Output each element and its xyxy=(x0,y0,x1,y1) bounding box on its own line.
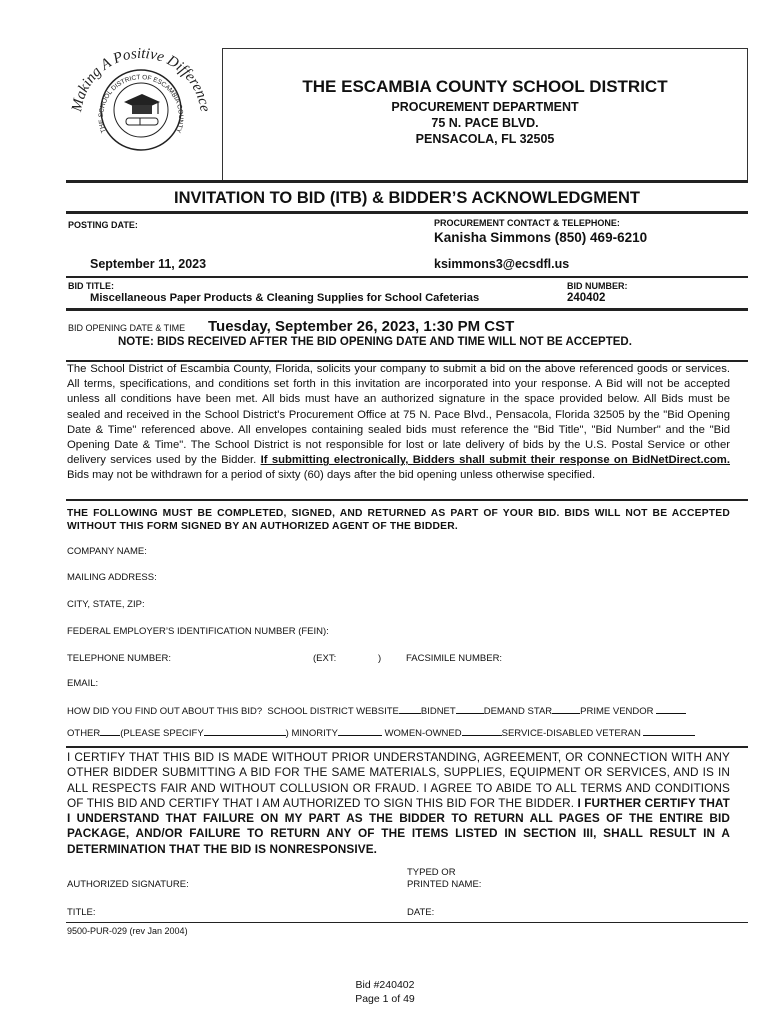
footer-page-number: Page 1 of 49 xyxy=(355,993,415,1005)
bid-source-row-2 xyxy=(67,725,695,739)
source-option-other: OTHER xyxy=(67,728,101,739)
posting-date-value: September 11, 2023 xyxy=(90,257,207,271)
bid-title-label: BID TITLE: xyxy=(68,281,114,291)
form-code: 9500-PUR-029 (rev Jan 2004) xyxy=(67,926,188,936)
contact-label: PROCUREMENT CONTACT & TELEPHONE: xyxy=(434,218,620,228)
extension-close: ) xyxy=(378,653,382,664)
intro-paragraph xyxy=(67,362,730,484)
website-blank[interactable] xyxy=(399,703,421,714)
bid-source-question: HOW DID YOU FIND OUT ABOUT THIS BID? xyxy=(67,706,263,717)
women-owned-option: WOMEN-OWNED xyxy=(384,728,462,739)
company-name-label: COMPANY NAME: xyxy=(67,546,147,557)
city-state-zip-label: CITY, STATE, ZIP: xyxy=(67,599,145,610)
veteran-blank[interactable] xyxy=(643,725,695,736)
divider xyxy=(66,746,748,748)
authorized-signature-label: AUTHORIZED SIGNATURE: xyxy=(67,879,189,890)
women-owned-blank[interactable] xyxy=(462,725,502,736)
street-address: 75 N. PACE BLVD. xyxy=(431,116,539,130)
source-option-demandstar: DEMAND STAR xyxy=(483,706,553,717)
seal-motto: Making A Positive Difference xyxy=(69,45,213,113)
city-address: PENSACOLA, FL 32505 xyxy=(415,132,555,146)
divider xyxy=(66,276,748,278)
title-label: TITLE: xyxy=(67,907,96,918)
extension-label: (EXT: xyxy=(313,653,337,664)
mailing-address-label: MAILING ADDRESS: xyxy=(67,572,157,583)
prime-vendor-blank[interactable] xyxy=(656,703,686,714)
divider xyxy=(66,499,748,501)
late-bid-note: NOTE: BIDS RECEIVED AFTER THE BID OPENING DATE AND TIME WILL NOT BE ACCEPTED. xyxy=(118,336,632,348)
bidnet-blank[interactable] xyxy=(456,703,484,714)
intro-text: The School District of Escambia County, Florida, solicits your company to submit a bid on the above referenced goods or services. All terms, specifications, and conditions set forth in this invitation are incorporated into your response. A Bid will not be accepted unless all conditions have been met. All bids must have an authorized signature in the space provided below. All Bids must be sealed and received in the School District's Procurement Office at 75 N. Pace Blvd., Pensacola, Florida 32505 by the "Bid Opening Date & Time" referenced above. All envelopes containing sealed bids must reference the "Bid Title", "Bid Number" and the "Bid Opening Date & Time". The School District is not responsible for lost or late delivery of bids by the U.S. Postal Service or other delivery services used by the Bidder. xyxy=(67,363,730,467)
bid-number-label: BID NUMBER: xyxy=(567,281,628,291)
contact-name-phone: Kanisha Simmons (850) 469-6210 xyxy=(434,230,648,245)
telephone-label: TELEPHONE NUMBER: xyxy=(67,653,171,664)
facsimile-label: FACSIMILE NUMBER: xyxy=(406,653,503,664)
divider xyxy=(66,922,748,923)
bid-source-row xyxy=(67,703,686,717)
certification-bold-text: I FURTHER CERTIFY THAT I UNDERSTAND THAT FAILURE ON MY PART AS THE BIDDER TO RETURN ALL PAGES OF THE ENTIRE BID PACKAGE, AND/OR FAILURE TO RETURN ANY OF THE ITEMS LISTED IN SECTION III, SHALL RESULT IN A DETERMINATION THAT THE BID IS NONRESPONSIVE. xyxy=(67,795,730,856)
opening-value: Tuesday, September 26, 2023, 1:30 PM CST xyxy=(208,318,515,335)
district-header xyxy=(222,48,748,182)
minority-option: ) MINORITY xyxy=(285,728,338,739)
typed-name-label-1: TYPED OR xyxy=(407,867,456,878)
certification-statement xyxy=(67,750,730,857)
seal-ring-text: THE SCHOOL DISTRICT OF ESCAMBIA COUNTY xyxy=(97,74,185,134)
district-name: THE ESCAMBIA COUNTY SCHOOL DISTRICT xyxy=(302,77,668,96)
posting-date-label: POSTING DATE: xyxy=(68,220,138,230)
demandstar-blank[interactable] xyxy=(552,703,580,714)
source-option-bidnet: BIDNET xyxy=(420,706,456,717)
completion-instruction: THE FOLLOWING MUST BE COMPLETED, SIGNED, AND RETURNED AS PART OF YOUR BID. BIDS WILL NOT BE ACCEPTED WITHOUT THIS FORM SIGNED BY AN AUTHORIZED AGENT OF THE BIDDER. xyxy=(67,508,730,532)
opening-label: BID OPENING DATE & TIME xyxy=(68,323,186,333)
district-seal xyxy=(66,44,216,174)
date-label: DATE: xyxy=(407,907,435,918)
other-blank[interactable] xyxy=(100,725,120,736)
veteran-option: SERVICE-DISABLED VETERAN xyxy=(501,728,641,739)
footer-bid-number: Bid #240402 xyxy=(355,979,415,991)
specify-label: (PLEASE SPECIFY xyxy=(120,728,204,739)
electronic-submission-note: If submitting electronically, Bidders shall submit their response on BidNetDirect.com. xyxy=(260,454,730,467)
bid-title-value: Miscellaneous Paper Products & Cleaning Supplies for School Cafeterias xyxy=(90,292,480,304)
contact-email: ksimmons3@ecsdfl.us xyxy=(434,257,570,271)
typed-name-label-2: PRINTED NAME: xyxy=(407,879,482,890)
fein-label: FEDERAL EMPLOYER’S IDENTIFICATION NUMBER (FEIN): xyxy=(67,626,329,637)
divider xyxy=(66,211,748,214)
department-name: PROCUREMENT DEPARTMENT xyxy=(391,100,579,114)
divider xyxy=(66,180,748,183)
email-label: EMAIL: xyxy=(67,678,99,689)
bid-number-value: 240402 xyxy=(567,292,606,304)
source-option-website: SCHOOL DISTRICT WEBSITE xyxy=(267,706,399,717)
specify-blank[interactable] xyxy=(204,725,286,736)
certification-text: I CERTIFY THAT THIS BID IS MADE WITHOUT PRIOR UNDERSTANDING, AGREEMENT, OR CONNECTION WITH ANY OTHER BIDDER SUBMITTING A BID FOR THE SAME MATERIALS, SUPPLIES, EQUIPMENT OR SERVICES, AND IS IN ALL RESPECTS FAIR AND WITHOUT COLLUSION OR FRAUD. I AGREE TO ABIDE TO ALL TERMS AND CONDITIONS OF THIS BID AND CERTIFY THAT I AM AUTHORIZED TO SIGN THIS BID FOR THE BIDDER. xyxy=(67,750,730,810)
intro-withdrawal-text: Bids may not be withdrawn for a period of sixty (60) days after the bid opening unless otherwise specified. xyxy=(67,469,596,482)
form-title: INVITATION TO BID (ITB) & BIDDER’S ACKNOWLEDGMENT xyxy=(174,189,640,207)
source-option-prime-vendor: PRIME VENDOR xyxy=(580,706,654,717)
minority-blank[interactable] xyxy=(338,725,382,736)
divider xyxy=(66,308,748,311)
